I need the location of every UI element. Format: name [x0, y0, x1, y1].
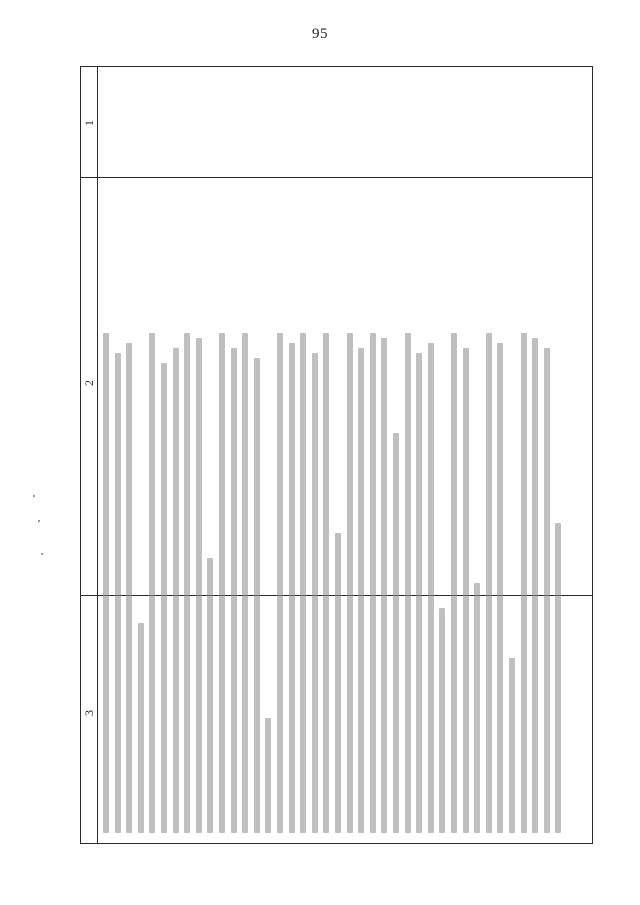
text-line-placeholder	[509, 658, 515, 833]
text-line-placeholder	[265, 718, 271, 833]
header-divider	[97, 67, 98, 843]
text-line-placeholder	[196, 338, 202, 833]
column-header-1: 1	[82, 120, 96, 126]
text-line-placeholder	[544, 348, 550, 833]
scan-speck	[38, 520, 40, 522]
text-line-placeholder	[161, 363, 167, 833]
text-line-placeholder	[335, 533, 341, 833]
text-line-placeholder	[405, 333, 411, 833]
scan-speck	[33, 495, 35, 497]
text-line-placeholder	[358, 348, 364, 833]
text-line-placeholder	[231, 348, 237, 833]
text-line-placeholder	[149, 333, 155, 833]
text-line-placeholder	[115, 353, 121, 833]
column-header-2: 2	[82, 380, 96, 386]
text-line-placeholder	[138, 623, 144, 833]
text-line-placeholder	[370, 333, 376, 833]
text-line-placeholder	[184, 333, 190, 833]
column-3-text-area	[99, 67, 579, 843]
text-line-placeholder	[254, 358, 260, 833]
text-line-placeholder	[300, 333, 306, 833]
text-line-placeholder	[474, 583, 480, 833]
text-line-placeholder	[463, 348, 469, 833]
text-line-placeholder	[439, 608, 445, 833]
text-line-placeholder	[242, 333, 248, 833]
text-line-placeholder	[521, 333, 527, 833]
page-number: 95	[312, 26, 328, 42]
text-line-placeholder	[277, 333, 283, 833]
text-line-placeholder	[532, 338, 538, 833]
text-line-placeholder	[173, 348, 179, 833]
text-line-placeholder	[289, 343, 295, 833]
column-header-3: 3	[82, 710, 96, 716]
text-line-placeholder	[416, 353, 422, 833]
text-line-placeholder	[451, 333, 457, 833]
text-line-placeholder	[381, 338, 387, 833]
text-line-placeholder	[312, 353, 318, 833]
text-line-placeholder	[497, 343, 503, 833]
text-line-placeholder	[219, 333, 225, 833]
text-line-placeholder	[207, 558, 213, 833]
rotated-table	[80, 66, 593, 844]
text-line-placeholder	[103, 333, 109, 833]
text-line-placeholder	[126, 343, 132, 833]
text-line-placeholder	[323, 333, 329, 833]
scan-speck	[41, 553, 43, 555]
text-line-placeholder	[555, 523, 561, 833]
text-line-placeholder	[486, 333, 492, 833]
text-line-placeholder	[428, 343, 434, 833]
text-line-placeholder	[347, 333, 353, 833]
text-line-placeholder	[393, 433, 399, 833]
